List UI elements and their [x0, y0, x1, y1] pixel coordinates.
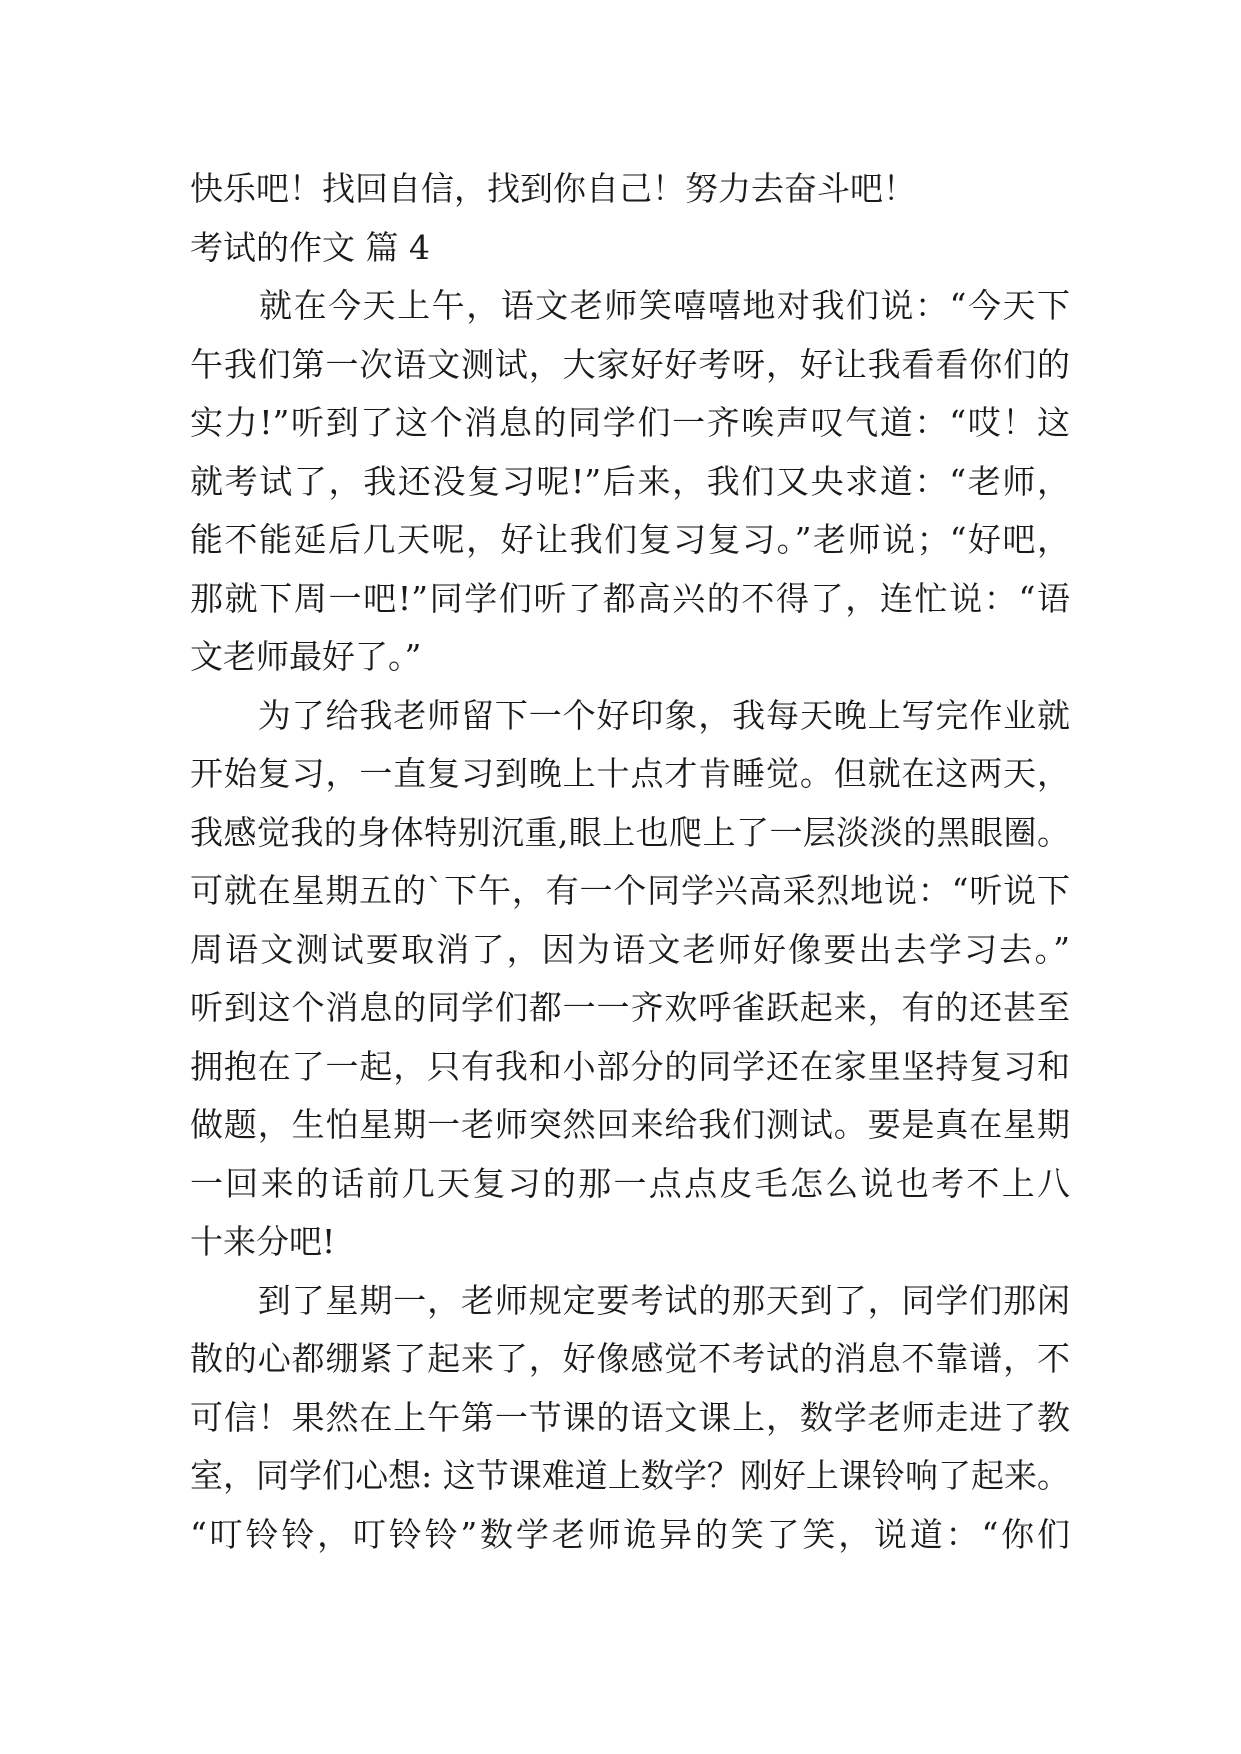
paragraph-line: 就在今天上午，语文老师笑嘻嘻地对我们说：“今天下	[190, 286, 1070, 325]
paragraph	[190, 1272, 1070, 1565]
paragraph-line: 室，同学们心想: 这节课难道上数学？刚好上课铃响了起来。	[190, 1456, 1070, 1495]
paragraph-line: 我感觉我的身体特别沉重,眼上也爬上了一层淡淡的黑眼圈。	[190, 812, 1070, 852]
paragraph-line: 到了星期一，老师规定要考试的那天到了，同学们那闲	[190, 1280, 1070, 1320]
paragraph-line: 能不能延后几天呢，好让我们复习复习。”老师说；“好吧，	[190, 520, 1070, 559]
paragraph-line: “叮铃铃，叮铃铃”数学老师诡异的笑了笑，说道：“你们	[190, 1514, 1070, 1554]
paragraph-line: 实力!”听到了这个消息的同学们一齐唉声叹气道：“哎！这	[190, 403, 1070, 442]
essay-heading: 考试的作文 篇 4	[190, 227, 430, 267]
paragraph	[190, 277, 1070, 687]
paragraph-line: 为了给我老师留下一个好印象，我每天晚上写完作业就	[190, 695, 1070, 735]
paragraph-line: 周语文测试要取消了，因为语文老师好像要出去学习去。”	[190, 929, 1070, 969]
intro-line: 快乐吧！找回自信，找到你自己！努力去奋斗吧！	[190, 169, 916, 208]
paragraph-line: 文老师最好了。”	[190, 637, 422, 676]
paragraph-line: 开始复习，一直复习到晚上十点才肯睡觉。但就在这两天，	[190, 754, 1070, 793]
paragraph-line: 散的心都绷紧了起来了，好像感觉不考试的消息不靠谱，不	[190, 1339, 1070, 1378]
paragraph-line: 拥抱在了一起，只有我和小部分的同学还在家里坚持复习和	[190, 1046, 1070, 1086]
paragraph-line: 可信！果然在上午第一节课的语文课上，数学老师走进了教	[190, 1397, 1070, 1437]
paragraph	[190, 687, 1070, 1272]
paragraph-line: 听到这个消息的同学们都一一齐欢呼雀跃起来，有的还甚至	[190, 988, 1070, 1027]
paragraph-line: 就考试了，我还没复习呢!”后来，我们又央求道：“老师，	[190, 461, 1070, 501]
paragraph-line: 可就在星期五的`下午，有一个同学兴高采烈地说：“听说下	[190, 871, 1070, 910]
paragraph-line: 十来分吧!	[190, 1222, 336, 1261]
paragraph-line: 那就下周一吧!”同学们听了都高兴的不得了，连忙说：“语	[190, 578, 1070, 618]
paragraph-line: 午我们第一次语文测试，大家好好考呀，好让我看看你们的	[190, 344, 1070, 384]
document-body	[190, 160, 1070, 1564]
paragraph-line: 一回来的话前几天复习的那一点点皮毛怎么说也考不上八	[190, 1163, 1070, 1203]
paragraph-line: 做题，生怕星期一老师突然回来给我们测试。要是真在星期	[190, 1105, 1070, 1144]
